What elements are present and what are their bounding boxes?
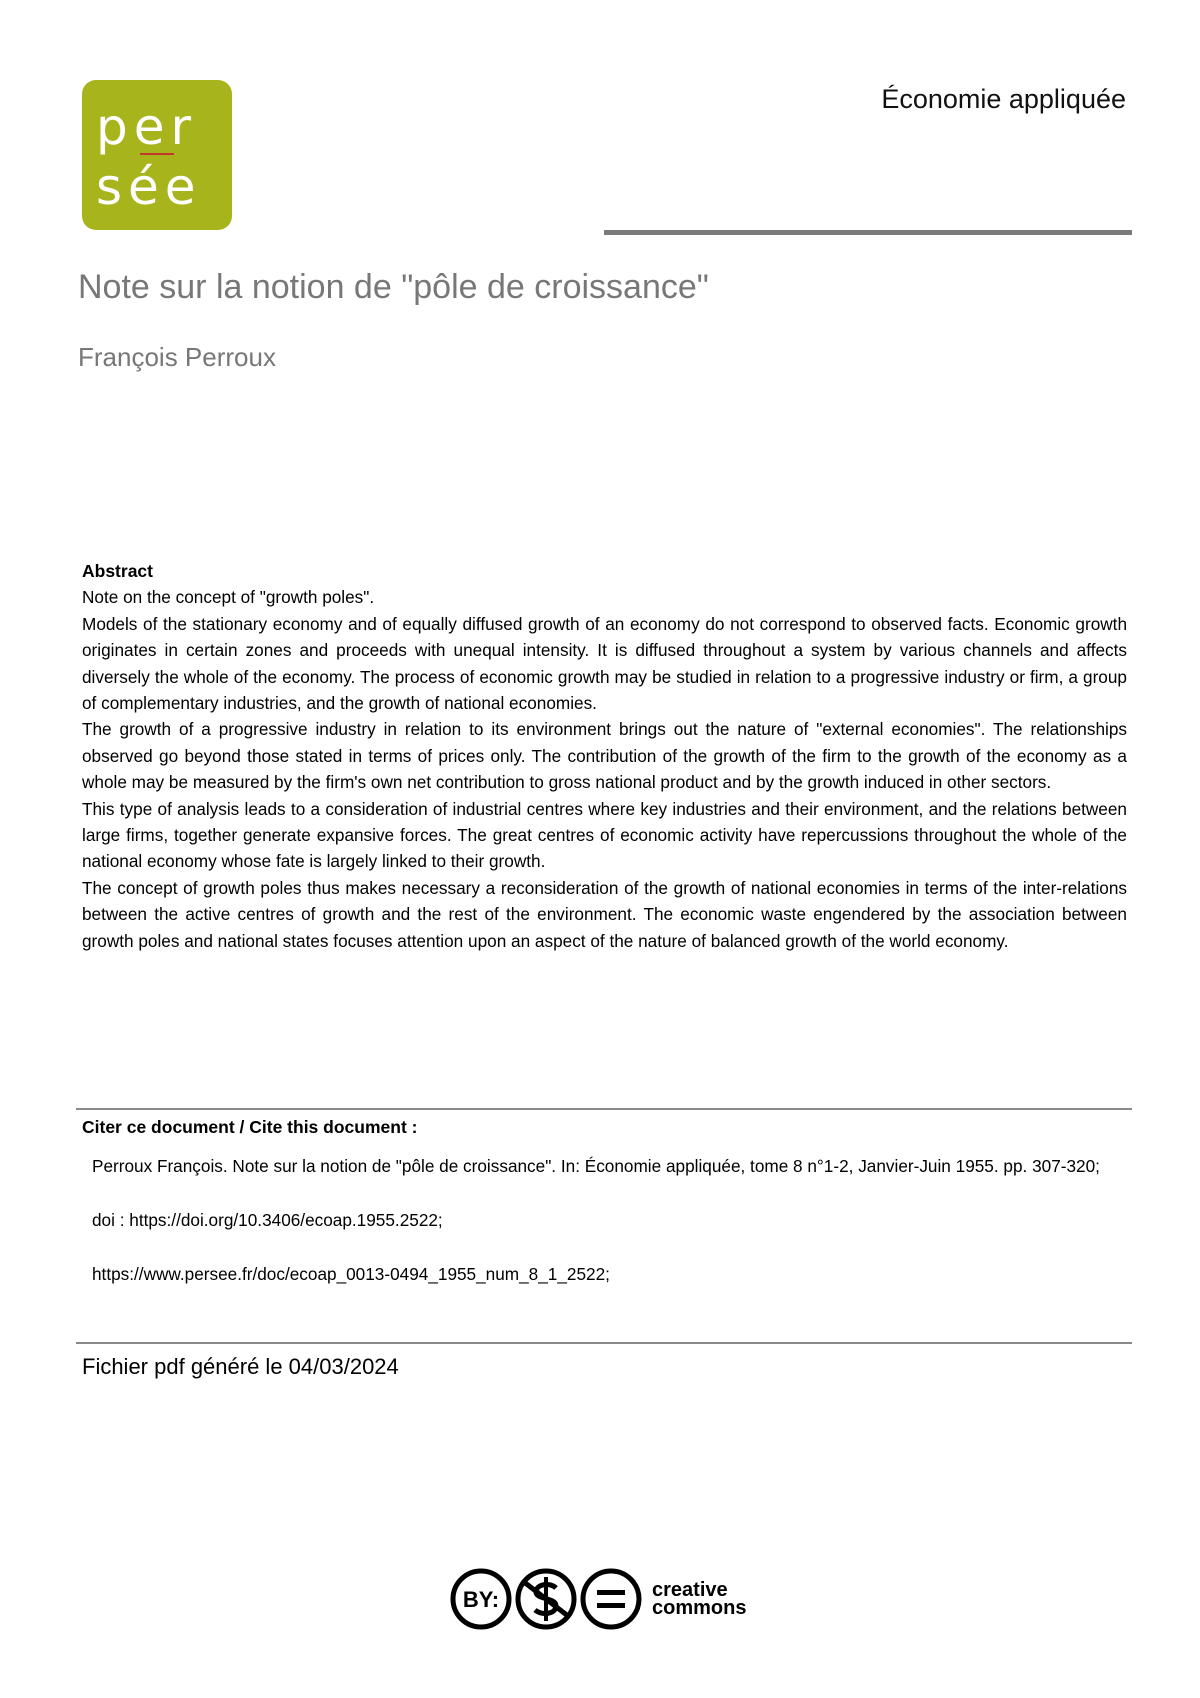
citation-bottom-divider — [76, 1342, 1132, 1344]
abstract-paragraph: Models of the stationary economy and of equally diffused growth of an economy do not correspond to observed facts. Economic growth originates in certain zones and proceeds with unequal intensity. It is diffused throughout a system by various channels and affects diversely the whole of the economy. The process of economic growth may be studied in relation to a progressive industry or firm, a group of complementary industries, and the growth of national economies. — [82, 613, 1127, 714]
citation-heading: Citer ce document / Cite this document : — [82, 1117, 418, 1137]
citation-url[interactable]: https://www.persee.fr/doc/ecoap_0013-0494_1955_num_8_1_2522; — [92, 1264, 610, 1284]
cc-nc-icon — [518, 1571, 574, 1627]
generated-date: Fichier pdf généré le 04/03/2024 — [82, 1354, 399, 1379]
abstract-paragraph: Note on the concept of "growth poles". — [82, 587, 375, 608]
logo-text-top: per — [96, 98, 198, 156]
cc-by-icon — [453, 1571, 509, 1627]
cc-badge-graphic — [450, 1564, 760, 1634]
cc-nd-icon — [583, 1571, 639, 1627]
citation-reference: Perroux François. Note sur la notion de "pôle de croissance". In: Économie appliquée, tome 8 n°1-2, Janvier-Juin 1955. pp. 307-320; — [92, 1156, 1100, 1176]
article-author: François Perroux — [78, 342, 276, 372]
citation-top-divider — [76, 1108, 1132, 1110]
header-divider — [604, 230, 1132, 235]
journal-name: Économie appliquée — [881, 84, 1126, 114]
article-title: Note sur la notion de "pôle de croissance" — [78, 268, 709, 306]
citation-block — [92, 1153, 1128, 1288]
abstract-paragraph: This type of analysis leads to a consideration of industrial centres where key industries and their environment, and the relations between large firms, together generate expansive forces. The great centres of economic activity have repercussions throughout the whole of the national economy whose fate is largely linked to their growth. — [82, 798, 1127, 872]
cc-word-bottom: commons — [652, 1597, 747, 1619]
persee-logo — [82, 80, 232, 230]
abstract-section — [82, 558, 1127, 954]
cc-word-top: creative — [652, 1579, 728, 1601]
abstract-heading: Abstract — [82, 561, 153, 581]
abstract-paragraph: The concept of growth poles thus makes necessary a reconsideration of the growth of national economies in terms of the inter-relations between the active centres of growth and the rest of the environment. The economic waste engendered by the association between growth poles and national states focuses attention upon an aspect of the nature of balanced growth of the world economy. — [82, 877, 1127, 951]
persee-logo-mark — [82, 80, 232, 230]
cc-license-badge — [450, 1564, 760, 1634]
abstract-paragraph: The growth of a progressive industry in relation to its environment brings out the nature of "external economies". The relationships observed go beyond those stated in terms of prices only. The contribution of the growth of the firm to the growth of the economy as a whole may be measured by the firm's own net contribution to gross national product and by the growth induced in other sectors. — [82, 719, 1127, 793]
citation-doi[interactable]: doi : https://doi.org/10.3406/ecoap.1955.2522; — [92, 1210, 443, 1230]
cc-by-label: BY: — [462, 1587, 500, 1612]
logo-text-bottom: sée — [96, 158, 202, 216]
